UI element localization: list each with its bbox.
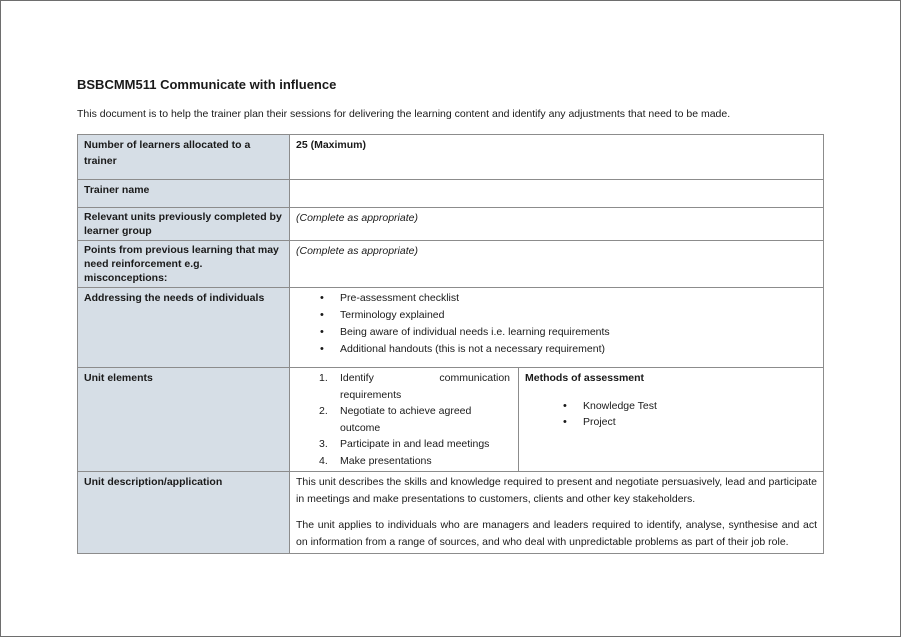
list-number: 2. <box>319 405 328 417</box>
elements-label: Unit elements <box>78 368 290 472</box>
list-item <box>319 370 512 403</box>
table-row-elements <box>78 368 824 472</box>
list-number: 4. <box>319 454 328 467</box>
units-value[interactable]: (Complete as appropriate) <box>290 208 824 241</box>
list-item <box>319 403 512 436</box>
list-item: • Pre-assessment checklist <box>340 290 817 307</box>
units-label: Relevant units previously completed by learner group <box>78 208 290 241</box>
description-cell <box>290 472 824 554</box>
list-item: • Being aware of individual needs i.e. learning requirements <box>340 324 817 341</box>
points-value[interactable]: (Complete as appropriate) <box>290 241 824 288</box>
list-item <box>319 436 512 453</box>
description-label: Unit description/application <box>78 472 290 554</box>
assessment-methods-column <box>519 368 823 471</box>
elements-cell <box>290 368 824 472</box>
session-plan-table <box>77 134 824 554</box>
list-text: Negotiate to achieve agreed outcome <box>340 405 472 434</box>
list-text: Make presentations <box>340 454 432 467</box>
unit-elements-column <box>290 368 519 471</box>
list-number: 1. <box>319 372 328 384</box>
needs-cell <box>290 288 824 368</box>
paragraph-spacer <box>296 508 817 517</box>
document-title: BSBCMM511 Communicate with influence <box>77 77 337 92</box>
methods-list <box>525 399 817 430</box>
learners-label: Number of learners allocated to a trainer <box>78 135 290 180</box>
description-paragraph-2: The unit applies to individuals who are managers and leaders required to identify, analyse, synthesise and act on information from a range of sources, and who deal with unpredictable problems as part of their job role. <box>296 519 817 548</box>
learners-value[interactable]: 25 (Maximum) <box>290 135 824 180</box>
document-intro: This document is to help the trainer plan their sessions for delivering the learning content and identify any adjustments that need to be made. <box>77 108 731 120</box>
table-row-description <box>78 472 824 554</box>
list-text: Identify communication requirements <box>340 372 510 401</box>
table-row-trainer <box>78 180 824 208</box>
list-item <box>319 453 512 470</box>
table-row-units <box>78 208 824 241</box>
table-row-learners <box>78 135 824 180</box>
points-label: Points from previous learning that may need reinforcement e.g. misconceptions: <box>78 241 290 288</box>
needs-label: Addressing the needs of individuals <box>78 288 290 368</box>
list-number: 3. <box>319 438 328 450</box>
list-item: • Terminology explained <box>340 307 817 324</box>
needs-list <box>296 290 817 358</box>
list-item: • Project <box>583 415 817 431</box>
trainer-label: Trainer name <box>78 180 290 208</box>
elements-split <box>290 368 823 471</box>
table-row-needs <box>78 288 824 368</box>
table-row-points <box>78 241 824 288</box>
list-item: • Knowledge Test <box>583 399 817 415</box>
description-paragraph-1: This unit describes the skills and knowledge required to present and negotiate persuasively, lead and participate in meetings and make presentations to customers, clients and other key stakeholders. <box>296 476 817 505</box>
trainer-value[interactable] <box>290 180 824 208</box>
methods-heading: Methods of assessment <box>525 372 645 384</box>
list-text: Participate in and lead meetings <box>340 438 490 450</box>
list-item: • Additional handouts (this is not a necessary requirement) <box>340 341 817 358</box>
unit-elements-list <box>296 370 512 469</box>
